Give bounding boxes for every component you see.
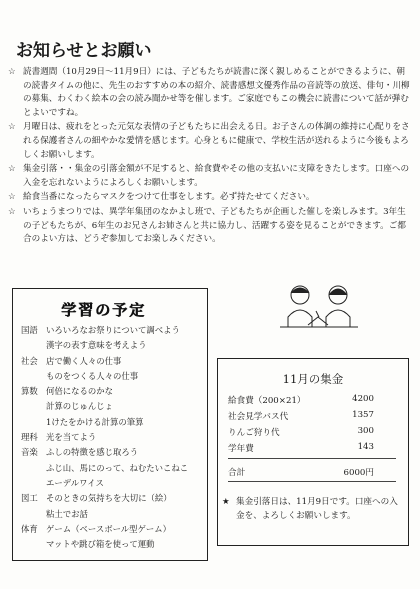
collection-item (228, 426, 374, 438)
subject-row (21, 461, 203, 476)
subject-name (21, 415, 46, 430)
subject-row (21, 476, 203, 491)
subject-topic: 光を当てよう (46, 432, 97, 443)
subject-name: 体育 (21, 523, 38, 534)
subject-row (21, 415, 203, 430)
subject-name (21, 338, 46, 353)
subject-name (21, 369, 46, 384)
subject-topic: いろいろなお祭りについて調べよう (46, 325, 180, 335)
notices-list (8, 66, 410, 248)
subject-name (21, 507, 46, 522)
collection-item-label: 学年費 (228, 444, 254, 454)
total-divider (228, 458, 396, 459)
total-divider (228, 481, 396, 482)
total-amount: 6000円 (343, 468, 374, 478)
subject-name (21, 399, 46, 414)
subject-topic: エーデルワイス (46, 477, 104, 488)
subject-row (21, 537, 203, 552)
notice-text: 給食当番になったらマスクをつけて仕事をします。必ず持たせてください。 (23, 192, 315, 203)
notice-text: いちょうまつりでは、異学年集団のなかよし班で、子どもたちが企画した催しを楽しみます。3年生の子どもたちが、6年生のお兄さんお姉さんと共に協力し、活躍する姿を見ることができます。ご都合のよい方は、どうぞ参加してお楽しみください。 (23, 206, 406, 245)
subject-row (21, 522, 203, 537)
collection-item-label: 社会見学バス代 (228, 412, 289, 422)
subject-topic: ものをつくる人々の仕事 (46, 370, 139, 381)
subject-name: 国語 (21, 325, 38, 335)
children-reading-illustration (258, 281, 378, 341)
subject-topic: マットや跳び箱を使って運動 (46, 539, 155, 550)
collection-total (228, 466, 374, 478)
star-icon: ☆ (8, 206, 16, 217)
collection-item (228, 442, 374, 454)
subject-topic: 何倍になるのかな (46, 386, 113, 397)
star-icon: ☆ (8, 122, 16, 133)
notice-item (8, 191, 410, 205)
collection-item (228, 394, 374, 406)
notice-item (8, 121, 410, 162)
subject-topic: ふしの特徴を感じ取ろう (46, 447, 139, 458)
notice-text: 月曜日は、疲れをとった元気な表情の子どもたちに出会える日。お子さんの体調の維持に心配りをされる保護者さんの細やかな愛情を感じます。心身ともに健康で、学校生活が送れるように今後もよろしくお願いします。 (23, 122, 410, 160)
study-subject-list (21, 323, 203, 552)
subject-topic: 漢字の表す意味を考えよう (46, 340, 147, 351)
subject-name: 理科 (21, 432, 38, 443)
subject-row (21, 430, 203, 445)
study-schedule-box (12, 288, 208, 561)
black-star-icon: ★ (222, 497, 230, 507)
collection-item-label: 給食費（200×21） (228, 396, 306, 406)
subject-name (21, 476, 46, 491)
collection-item-amount: 4200 (352, 394, 374, 404)
notice-text: 読書週間（10月29日〜11月9日）には、子どもたちが読書に深く親しめることができるように、朝の読書タイムの他に、先生のおすすめの本の紹介、読書感想文優秀作品の音読等の放送、俳句・川柳の募集、わくわく絵本の会の読み聞かせ等を催します。ご家庭でもこの機会に読書について話が弾むとよいですね。 (23, 67, 410, 118)
notice-text: 集金引落・・集金の引落金額が不足すると、給食費やその他の支払いに支障をきたします。口座への入金を忘れないようによろしくお願いします。 (23, 164, 410, 188)
collection-note-text: 集金引落日は、11月9日です。口座への入金を、よろしくお願いします。 (236, 497, 398, 521)
subject-topic: 1けたをかける計算の筆算 (46, 416, 144, 427)
subject-name: 音楽 (21, 447, 38, 458)
subject-row (21, 354, 203, 369)
star-icon: ☆ (8, 192, 16, 203)
subject-row (21, 445, 203, 460)
collection-item-amount: 1357 (352, 410, 374, 420)
page-title: お知らせとお願い (16, 41, 152, 61)
collection-box (217, 358, 409, 546)
subject-row (21, 369, 203, 384)
subject-name (21, 461, 46, 476)
collection-item (228, 410, 374, 422)
collection-item-amount: 143 (357, 442, 374, 452)
subject-row (21, 384, 203, 399)
subject-name: 図工 (21, 493, 38, 504)
collection-item-amount: 300 (357, 426, 374, 436)
subject-topic: 計算のじゅんじょ (46, 401, 113, 412)
collection-item-label: りんご狩り代 (228, 428, 280, 438)
collection-note (222, 495, 402, 523)
subject-row (21, 399, 203, 414)
star-icon: ☆ (8, 164, 16, 175)
notice-item (8, 163, 410, 190)
notice-item (8, 206, 410, 247)
subject-row (21, 323, 203, 338)
collection-title: 11月の集金 (282, 372, 344, 386)
subject-row (21, 507, 203, 522)
subject-name (21, 537, 46, 552)
notice-item (8, 66, 410, 120)
subject-row (21, 338, 203, 353)
study-schedule-title: 学習の予定 (61, 301, 147, 319)
subject-topic: そのときの気持ちを大切に（絵） (46, 493, 172, 504)
subject-topic: 店で働く人々の仕事 (46, 355, 122, 366)
star-icon: ☆ (8, 67, 16, 77)
subject-name: 算数 (21, 386, 38, 397)
subject-topic: ふじ山、馬にのって、ねむたいこねこ (46, 462, 189, 473)
subject-name: 社会 (21, 355, 38, 366)
subject-topic: ゲーム（ベースボール型ゲーム） (46, 523, 172, 534)
total-label: 合計 (228, 468, 246, 478)
subject-topic: 粘土でお話 (46, 508, 88, 519)
subject-row (21, 491, 203, 506)
